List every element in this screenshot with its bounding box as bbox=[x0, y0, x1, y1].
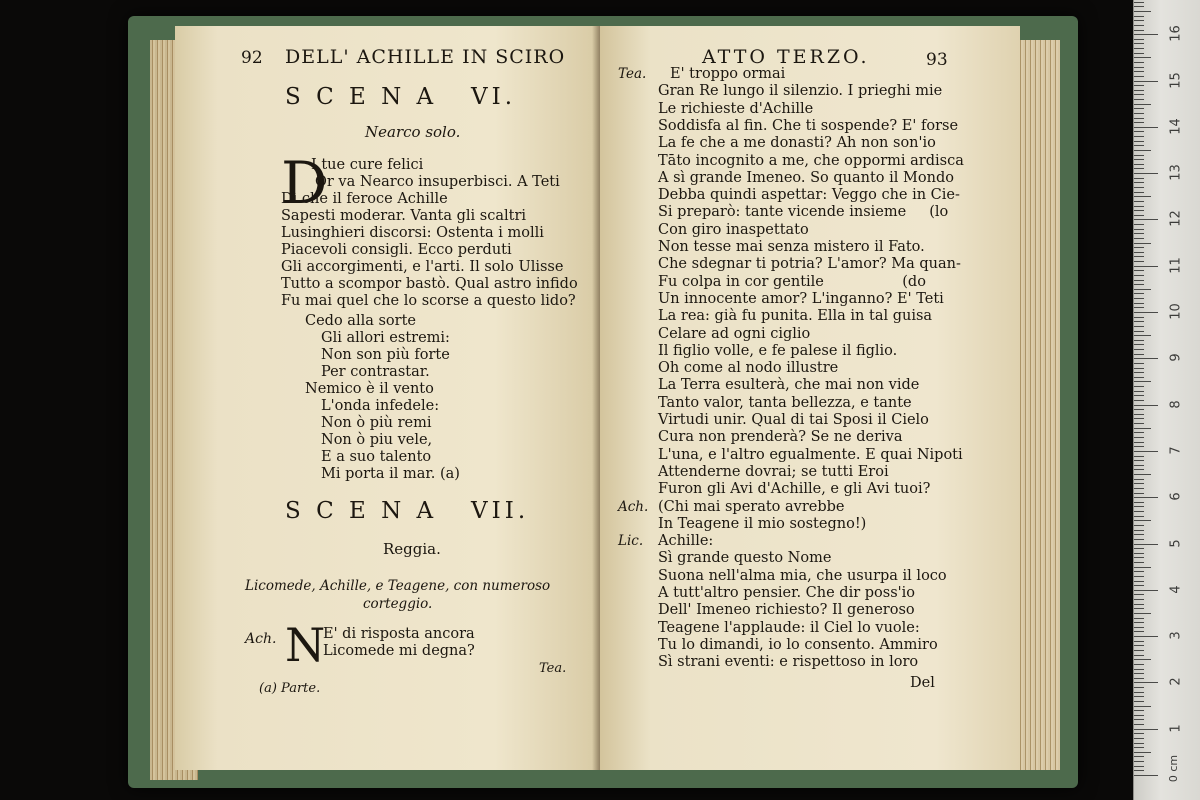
speaker-label: Ach. bbox=[245, 631, 277, 647]
drop-capital: N bbox=[285, 618, 326, 672]
verse-line: Piacevoli consigli. Ecco perduti bbox=[281, 242, 512, 258]
ruler-tick bbox=[1134, 423, 1144, 424]
ruler-tick bbox=[1134, 210, 1144, 211]
scene-setting: Reggia. bbox=[383, 540, 441, 558]
aria-line: Gli allori estremi: bbox=[321, 330, 450, 346]
ruler-number: 3 bbox=[1168, 631, 1184, 640]
ruler-tick bbox=[1134, 451, 1158, 452]
ruler-tick bbox=[1134, 414, 1144, 415]
ruler-tick bbox=[1134, 645, 1144, 646]
ruler-tick bbox=[1134, 280, 1144, 281]
ruler-tick bbox=[1134, 497, 1158, 498]
ruler-tick bbox=[1134, 506, 1144, 507]
verse-line: Che sdegnar ti potria? L'amor? Ma quan- bbox=[658, 256, 961, 273]
verse-line: Suona nell'alma mia, che usurpa il loco bbox=[658, 567, 947, 584]
ruler-tick bbox=[1134, 724, 1144, 725]
ruler-tick bbox=[1134, 534, 1144, 535]
ruler-tick bbox=[1134, 57, 1151, 58]
catchword-right: Del bbox=[910, 675, 935, 691]
ruler-tick bbox=[1134, 206, 1144, 207]
verse-line: Il figlio volle, e fe palese il figlio. bbox=[658, 342, 898, 359]
ruler-tick bbox=[1134, 669, 1144, 670]
ruler-tick bbox=[1134, 752, 1151, 753]
verse-line: Attenderne dovrai; se tutti Eroi bbox=[658, 463, 889, 480]
verse-line: Or va Nearco insuperbisci. A Teti bbox=[315, 174, 560, 190]
ruler-tick bbox=[1134, 520, 1151, 521]
ruler-tick bbox=[1134, 238, 1144, 239]
running-head-left: DELL' ACHILLE IN SCIRO bbox=[285, 46, 566, 68]
ruler-tick bbox=[1134, 544, 1158, 545]
verse-line: A tutt'altro pensier. Che dir poss'io bbox=[658, 585, 916, 601]
ruler-tick bbox=[1134, 599, 1144, 600]
speaker-label: Lic. bbox=[618, 533, 644, 550]
ruler-tick bbox=[1134, 696, 1144, 697]
verse-line: Gli accorgimenti, e l'arti. Il solo Ulisse bbox=[281, 259, 564, 275]
ruler-tick bbox=[1134, 442, 1144, 443]
ruler-tick bbox=[1134, 182, 1144, 183]
verse-line: E' troppo ormai bbox=[670, 66, 786, 82]
ruler-tick bbox=[1134, 585, 1144, 586]
ruler-tick bbox=[1134, 400, 1144, 401]
ruler-tick bbox=[1134, 525, 1144, 526]
ruler-tick bbox=[1134, 766, 1144, 767]
ruler-tick bbox=[1134, 571, 1144, 572]
speaker-label: Ach. bbox=[618, 498, 649, 515]
ruler-tick bbox=[1134, 326, 1144, 327]
ruler-tick bbox=[1134, 99, 1144, 100]
verse-line: E' di risposta ancora bbox=[323, 626, 475, 642]
ruler-tick bbox=[1134, 358, 1158, 359]
ruler-tick bbox=[1134, 256, 1144, 257]
ruler-tick bbox=[1134, 252, 1144, 253]
ruler-tick bbox=[1134, 247, 1144, 248]
ruler-tick bbox=[1134, 631, 1144, 632]
page-number-left: 92 bbox=[241, 48, 263, 68]
ruler-tick bbox=[1134, 233, 1144, 234]
ruler-tick bbox=[1134, 34, 1158, 35]
ruler-tick bbox=[1134, 173, 1158, 174]
ruler-tick bbox=[1134, 664, 1144, 665]
verse-line: Dì che il feroce Achille bbox=[281, 191, 448, 207]
verse-line: Achille: bbox=[658, 533, 714, 550]
catchword-left: Tea. bbox=[539, 661, 567, 676]
ruler-tick bbox=[1134, 76, 1144, 77]
ruler-tick bbox=[1134, 516, 1144, 517]
ruler-tick bbox=[1134, 229, 1144, 230]
ruler-tick bbox=[1134, 108, 1144, 109]
ruler-number: 6 bbox=[1168, 492, 1184, 501]
ruler-tick bbox=[1134, 90, 1144, 91]
ruler-tick bbox=[1134, 293, 1144, 294]
ruler-tick bbox=[1134, 488, 1144, 489]
ruler-tick bbox=[1134, 465, 1144, 466]
ruler-tick bbox=[1134, 317, 1144, 318]
ruler-tick bbox=[1134, 493, 1144, 494]
ruler-tick bbox=[1134, 770, 1144, 771]
verse-line: Debba quindi aspettar: Veggo che in Cie- bbox=[658, 187, 960, 204]
verse-line: Sì grande questo Nome bbox=[658, 550, 832, 567]
aria-line: E a suo talento bbox=[321, 449, 432, 465]
ruler-tick bbox=[1134, 483, 1144, 484]
ruler-tick bbox=[1134, 641, 1144, 642]
verse-line: Tāto incognito a me, che oppormi ardisca bbox=[658, 152, 964, 169]
ruler-tick bbox=[1134, 298, 1144, 299]
verse-line: Virtudi unir. Qual di tai Sposi il Cielo bbox=[658, 412, 929, 428]
verse-line: Teagene l'applaude: il Ciel lo vuole: bbox=[658, 619, 920, 636]
ruler-tick bbox=[1134, 30, 1144, 31]
ruler-tick bbox=[1134, 187, 1144, 188]
verse-line: In Teagene il mio sostegno!) bbox=[658, 515, 867, 532]
ruler-tick bbox=[1134, 682, 1158, 683]
ruler-tick bbox=[1134, 775, 1158, 776]
ruler-number: 8 bbox=[1168, 399, 1184, 409]
ruler-tick bbox=[1134, 284, 1144, 285]
ruler-number: 16 bbox=[1168, 25, 1184, 42]
ruler-tick bbox=[1134, 432, 1144, 433]
right-page bbox=[600, 26, 1020, 770]
ruler-tick bbox=[1134, 701, 1144, 702]
running-head-right: ATTO TERZO. bbox=[702, 46, 870, 68]
aria-line: Per contrastar. bbox=[321, 364, 430, 380]
ruler-tick bbox=[1134, 469, 1144, 470]
ruler-tick bbox=[1134, 2, 1144, 3]
speech-text bbox=[281, 157, 578, 310]
verse-line: Fu colpa in cor gentile (do bbox=[658, 273, 926, 290]
ruler-tick bbox=[1134, 530, 1144, 531]
ruler-number: 15 bbox=[1168, 71, 1184, 89]
ruler-tick bbox=[1134, 405, 1158, 406]
ruler-tick bbox=[1134, 48, 1144, 49]
ruler-tick bbox=[1134, 224, 1144, 225]
ruler-tick bbox=[1134, 673, 1144, 674]
ruler-tick bbox=[1134, 567, 1151, 568]
ruler-tick bbox=[1134, 511, 1144, 512]
ruler-tick bbox=[1134, 20, 1144, 21]
ruler-tick bbox=[1134, 303, 1144, 304]
ruler-tick bbox=[1134, 409, 1144, 410]
ruler-tick bbox=[1134, 344, 1144, 345]
ruler-tick bbox=[1134, 687, 1144, 688]
ruler-tick bbox=[1134, 219, 1158, 220]
left-page bbox=[175, 26, 601, 770]
ruler-tick bbox=[1134, 581, 1144, 582]
ruler-tick bbox=[1134, 548, 1144, 549]
ruler-tick bbox=[1134, 368, 1144, 369]
ruler-tick bbox=[1134, 678, 1144, 679]
ruler-tick bbox=[1134, 613, 1151, 614]
character-list: Licomede, Achille, e Teagene, con numeroso bbox=[245, 578, 551, 594]
aria-line: Cedo alla sorte bbox=[305, 313, 416, 329]
ruler-tick bbox=[1134, 192, 1144, 193]
ruler-tick bbox=[1134, 479, 1144, 480]
ruler-tick bbox=[1134, 363, 1144, 364]
verse-line: Con giro inaspettato bbox=[658, 221, 809, 238]
ruler-tick bbox=[1134, 270, 1144, 271]
ruler-tick bbox=[1134, 756, 1144, 757]
ruler-number: 9 bbox=[1168, 353, 1184, 362]
ruler-tick bbox=[1134, 266, 1158, 267]
ruler-tick bbox=[1134, 168, 1144, 169]
ruler-number: 11 bbox=[1168, 256, 1184, 274]
verse-line: Si preparò: tante vicende insieme (lo bbox=[658, 204, 949, 221]
ruler-tick bbox=[1134, 428, 1151, 429]
ruler-tick bbox=[1134, 141, 1144, 142]
ruler-tick bbox=[1134, 562, 1144, 563]
ruler-tick bbox=[1134, 604, 1144, 605]
ruler-tick bbox=[1134, 655, 1144, 656]
verse-line: La Terra esulterà, che mai non vide bbox=[658, 377, 920, 394]
ruler-tick bbox=[1134, 418, 1144, 419]
verse-line: I tue cure felici bbox=[311, 157, 424, 173]
ruler-tick bbox=[1134, 456, 1144, 457]
ruler-tick bbox=[1134, 243, 1151, 244]
aria-line: Nemico è il vento bbox=[305, 381, 434, 397]
ruler-tick bbox=[1134, 706, 1151, 707]
verse-line: Tu lo dimandi, io lo consento. Ammiro bbox=[658, 636, 938, 653]
aria-line: Mi porta il mar. (a) bbox=[321, 466, 460, 482]
ruler-tick bbox=[1134, 81, 1158, 82]
ruler-tick bbox=[1134, 340, 1144, 341]
ruler-number: 14 bbox=[1168, 118, 1184, 135]
ruler-tick bbox=[1134, 127, 1158, 128]
ruler-tick bbox=[1134, 196, 1151, 197]
verse-line: Lusinghieri discorsi: Ostenta i molli bbox=[281, 225, 544, 241]
ruler-tick bbox=[1134, 159, 1144, 160]
ruler-tick bbox=[1134, 307, 1144, 308]
ruler-tick bbox=[1134, 331, 1144, 332]
verse-line: Sapesti moderar. Vanta gli scaltri bbox=[281, 208, 527, 224]
verse-line: Fu mai quel che lo scorse a questo lido? bbox=[281, 293, 576, 309]
ruler-tick bbox=[1134, 67, 1144, 68]
verse-line: Oh come al nodo illustre bbox=[658, 360, 839, 377]
ruler-tick bbox=[1134, 372, 1144, 373]
ruler-tick bbox=[1134, 381, 1151, 382]
verse-line: A sì grande Imeneo. So quanto il Mondo bbox=[658, 169, 954, 186]
ruler-tick bbox=[1134, 201, 1144, 202]
character-list: corteggio. bbox=[363, 596, 433, 612]
ruler-tick bbox=[1134, 275, 1144, 276]
ruler-tick bbox=[1134, 743, 1144, 744]
ruler-tick bbox=[1134, 590, 1158, 591]
verse-line: Un innocente amor? L'inganno? E' Teti bbox=[658, 290, 944, 307]
ruler-tick bbox=[1134, 576, 1144, 577]
verse-line: Cura non prenderà? Se ne deriva bbox=[658, 429, 903, 446]
ruler-tick bbox=[1134, 553, 1144, 554]
verse-line: Non tesse mai senza mistero il Fato. bbox=[658, 239, 925, 255]
ruler-tick bbox=[1134, 122, 1144, 123]
ruler-number: 5 bbox=[1168, 538, 1184, 548]
ruler-tick bbox=[1134, 386, 1144, 387]
verse-line: Sì strani eventi: e rispettoso in loro bbox=[658, 654, 919, 671]
ruler-tick bbox=[1134, 16, 1144, 17]
verse-line: L'una, e l'altro egualmente. E quai Nipoti bbox=[658, 446, 963, 463]
ruler-tick bbox=[1134, 395, 1144, 396]
verse-line: Tutto a scompor bastò. Qual astro infido bbox=[281, 276, 578, 292]
ruler-tick bbox=[1134, 71, 1144, 72]
ruler-tick bbox=[1134, 618, 1144, 619]
aria-line: Non son più forte bbox=[321, 347, 450, 363]
aria-verse bbox=[305, 313, 460, 483]
ruler-tick bbox=[1134, 321, 1144, 322]
ruler-tick bbox=[1134, 136, 1144, 137]
ruler-tick bbox=[1134, 113, 1144, 114]
ruler-tick bbox=[1134, 692, 1144, 693]
ruler-tick bbox=[1134, 446, 1144, 447]
scene-setting: Nearco solo. bbox=[365, 123, 461, 141]
ruler-tick bbox=[1134, 557, 1144, 558]
ruler-tick bbox=[1134, 39, 1144, 40]
verse-line: La rea: già fu punita. Ella in tal guisa bbox=[658, 308, 933, 325]
ruler-number: 10 bbox=[1168, 303, 1184, 320]
ruler-number: 13 bbox=[1168, 164, 1184, 181]
ruler-tick bbox=[1134, 155, 1144, 156]
ruler-tick bbox=[1134, 715, 1144, 716]
verse-line: Tanto valor, tanta bellezza, e tante bbox=[658, 394, 912, 411]
ruler-tick bbox=[1134, 650, 1144, 651]
ruler-tick bbox=[1134, 6, 1144, 7]
ruler-tick bbox=[1134, 145, 1144, 146]
aria-line: Non ò più remi bbox=[321, 415, 432, 431]
ruler-tick bbox=[1134, 62, 1144, 63]
verse-line: (Chi mai sperato avrebbe bbox=[658, 498, 845, 515]
ruler-tick bbox=[1134, 150, 1151, 151]
ruler-number: 2 bbox=[1168, 677, 1184, 687]
verse-line: Licomede mi degna? bbox=[323, 643, 475, 659]
ruler-tick bbox=[1134, 289, 1151, 290]
ruler-tick bbox=[1134, 627, 1144, 628]
verse-line: Le richieste d'Achille bbox=[658, 100, 814, 117]
aria-line: L'onda infedele: bbox=[321, 398, 440, 414]
ruler-tick bbox=[1134, 636, 1158, 637]
verse-line: Celare ad ogni ciglio bbox=[658, 325, 811, 342]
ruler-tick bbox=[1134, 659, 1151, 660]
ruler-tick bbox=[1134, 349, 1144, 350]
ruler-tick bbox=[1134, 608, 1144, 609]
scene-heading: S C E N A VI. bbox=[285, 84, 517, 110]
ruler-tick bbox=[1134, 391, 1144, 392]
ruler-tick bbox=[1134, 761, 1144, 762]
speech-text bbox=[323, 626, 475, 660]
verse-line: Soddisfa al fin. Che ti sospende? E' forse bbox=[658, 117, 959, 134]
ruler-tick bbox=[1134, 729, 1158, 730]
scene-heading: S C E N A VII. bbox=[285, 498, 530, 524]
page-number-right: 93 bbox=[926, 50, 948, 70]
drop-capital: D bbox=[281, 149, 328, 217]
ruler-number: 4 bbox=[1168, 585, 1184, 594]
ruler-tick bbox=[1134, 474, 1151, 475]
ruler-tick bbox=[1134, 460, 1144, 461]
ruler-unit-label: 0 cm bbox=[1167, 754, 1181, 783]
footnote: (a) Parte. bbox=[259, 681, 321, 696]
ruler-number: 7 bbox=[1168, 446, 1184, 455]
ruler-tick bbox=[1134, 710, 1144, 711]
aria-line: Non ò piu vele, bbox=[321, 432, 433, 448]
speaker-label: Tea. bbox=[618, 66, 647, 82]
ruler-tick bbox=[1134, 94, 1144, 95]
ruler-tick bbox=[1134, 164, 1144, 165]
ruler-tick bbox=[1134, 539, 1144, 540]
ruler-tick bbox=[1134, 622, 1144, 623]
measuring-ruler bbox=[1133, 0, 1200, 800]
ruler-tick bbox=[1134, 733, 1144, 734]
ruler-tick bbox=[1134, 104, 1151, 105]
ruler-tick bbox=[1134, 85, 1144, 86]
ruler-tick bbox=[1134, 25, 1144, 26]
ruler-tick bbox=[1134, 261, 1144, 262]
ruler-tick bbox=[1134, 437, 1144, 438]
verse-line: Gran Re lungo il silenzio. I prieghi mie bbox=[658, 83, 943, 100]
ruler-tick bbox=[1134, 747, 1144, 748]
ruler-tick bbox=[1134, 131, 1144, 132]
verse-line: La fe che a me donasti? Ah non son'io bbox=[658, 135, 936, 152]
ruler-tick bbox=[1134, 215, 1144, 216]
ruler-tick bbox=[1134, 43, 1144, 44]
ruler-tick bbox=[1134, 53, 1144, 54]
ruler-number: 1 bbox=[1168, 724, 1184, 733]
ruler-tick bbox=[1134, 11, 1151, 12]
ruler-tick bbox=[1134, 594, 1144, 595]
verse-line: Dell' Imeneo richiesto? Il generoso bbox=[658, 602, 915, 619]
ruler-tick bbox=[1134, 502, 1144, 503]
ruler-tick bbox=[1134, 335, 1151, 336]
ruler-tick bbox=[1134, 118, 1144, 119]
verse-line: Furon gli Avi d'Achille, e gli Avi tuoi? bbox=[658, 481, 931, 498]
ruler-tick bbox=[1134, 312, 1158, 313]
ruler-tick bbox=[1134, 719, 1144, 720]
ruler-tick bbox=[1134, 738, 1144, 739]
ruler-tick bbox=[1134, 354, 1144, 355]
ruler-number: 12 bbox=[1168, 210, 1184, 228]
ruler-tick bbox=[1134, 377, 1144, 378]
ruler-tick bbox=[1134, 178, 1144, 179]
